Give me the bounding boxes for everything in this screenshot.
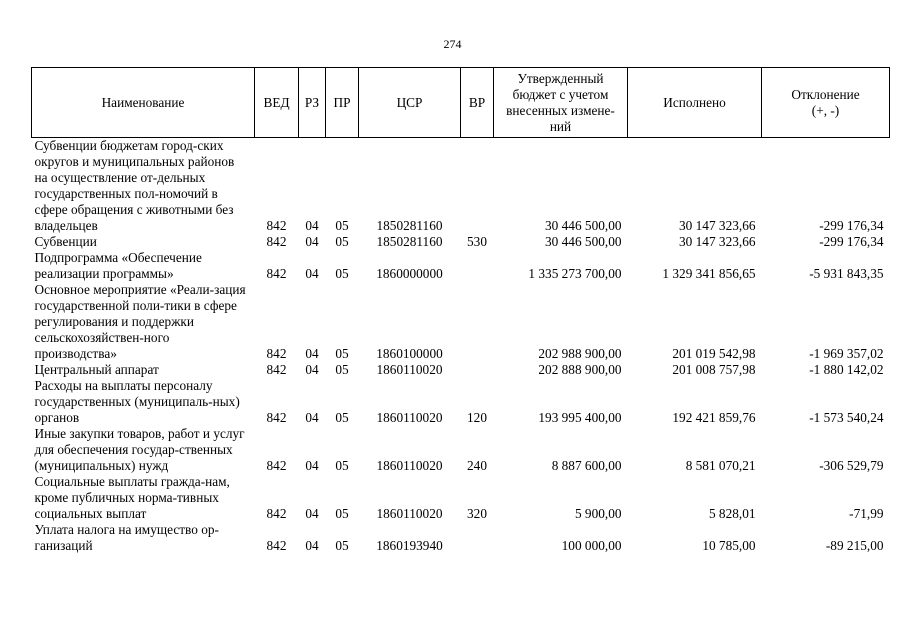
row-pr: 05: [335, 506, 349, 521]
row-deviation: -71,99: [849, 506, 884, 521]
row-csr: 1860193940: [376, 538, 443, 553]
row-rz: 04: [305, 234, 319, 249]
row-pr: 05: [335, 346, 349, 361]
row-rz: 04: [305, 218, 319, 233]
row-ved: 842: [266, 506, 287, 521]
row-rz: 04: [305, 506, 319, 521]
table-row: [32, 282, 890, 362]
row-ved: 842: [266, 538, 287, 553]
row-rz: 04: [305, 266, 319, 281]
row-csr: 1860100000: [376, 346, 443, 361]
row-name: Субвенции бюджетам город-ских округов и муниципальных районов на осуществление от-дельных государственных пол-номочий в сфере обращения с животными без владельцев: [34, 138, 235, 233]
row-deviation: -299 176,34: [819, 234, 884, 249]
row-csr: 1850281160: [376, 218, 443, 233]
row-csr: 1860110020: [376, 458, 443, 473]
row-deviation: -299 176,34: [819, 218, 884, 233]
header-pr: ПР: [326, 68, 359, 138]
header-csr: ЦСР: [359, 68, 461, 138]
row-vr: 320: [467, 506, 487, 521]
row-approved: 30 446 500,00: [545, 218, 622, 233]
row-rz: 04: [305, 538, 319, 553]
row-executed: 10 785,00: [702, 538, 756, 553]
row-vr: 530: [467, 234, 487, 249]
row-name: Центральный аппарат: [34, 362, 159, 377]
row-rz: 04: [305, 458, 319, 473]
row-executed: 30 147 323,66: [679, 234, 756, 249]
row-pr: 05: [335, 538, 349, 553]
row-csr: 1850281160: [376, 234, 443, 249]
row-ved: 842: [266, 410, 287, 425]
row-approved: 30 446 500,00: [545, 234, 622, 249]
row-ved: 842: [266, 346, 287, 361]
table-row: [32, 362, 890, 378]
row-pr: 05: [335, 362, 349, 377]
row-executed: 5 828,01: [708, 506, 756, 521]
row-pr: 05: [335, 218, 349, 233]
row-executed: 192 421 859,76: [672, 410, 756, 425]
header-ved: ВЕД: [255, 68, 299, 138]
row-vr: 120: [467, 410, 487, 425]
row-approved: 8 887 600,00: [551, 458, 622, 473]
row-approved: 202 888 900,00: [538, 362, 622, 377]
row-rz: 04: [305, 362, 319, 377]
page-number: 274: [443, 37, 462, 51]
table-row: [32, 426, 890, 474]
row-deviation: -1 880 142,02: [809, 362, 884, 377]
header-approved: [494, 68, 628, 138]
row-approved: 5 900,00: [574, 506, 622, 521]
row-executed: 201 019 542,98: [672, 346, 756, 361]
header-approved-line: ний: [549, 118, 572, 134]
row-vr: [461, 250, 494, 282]
row-name: Расходы на выплаты персоналу государственных (муниципаль-ных) органов: [34, 378, 240, 425]
row-vr: [461, 282, 494, 362]
row-approved: 193 995 400,00: [538, 410, 622, 425]
table-row: [32, 250, 890, 282]
row-pr: 05: [335, 410, 349, 425]
row-csr: 1860110020: [376, 362, 443, 377]
table-header: [32, 68, 890, 138]
row-deviation: -5 931 843,35: [809, 266, 884, 281]
row-executed: 201 008 757,98: [672, 362, 756, 377]
row-name: Подпрограмма «Обеспечение реализации программы»: [34, 250, 202, 281]
row-ved: 842: [266, 218, 287, 233]
row-approved: 1 335 273 700,00: [528, 266, 622, 281]
row-executed: 8 581 070,21: [685, 458, 756, 473]
table-row: [32, 234, 890, 250]
header-approved-line: бюджет с учетом: [512, 86, 609, 102]
header-vr: ВР: [461, 68, 494, 138]
table-body: [32, 138, 890, 555]
header-deviation-line: (+, -): [811, 102, 840, 118]
row-approved: 100 000,00: [561, 538, 622, 553]
row-name: Субвенции: [34, 234, 97, 249]
row-csr: 1860110020: [376, 506, 443, 521]
header-executed: Исполнено: [628, 68, 762, 138]
budget-table: [31, 67, 890, 554]
header-rz: РЗ: [299, 68, 326, 138]
row-pr: 05: [335, 458, 349, 473]
row-csr: 1860000000: [376, 266, 443, 281]
row-rz: 04: [305, 346, 319, 361]
row-vr: [461, 522, 494, 554]
row-vr: [461, 362, 494, 378]
row-ved: 842: [266, 266, 287, 281]
table-row: [32, 522, 890, 554]
row-ved: 842: [266, 234, 287, 249]
table-row: [32, 378, 890, 426]
row-approved: 202 988 900,00: [538, 346, 622, 361]
row-rz: 04: [305, 410, 319, 425]
row-vr: [461, 138, 494, 235]
row-vr: 240: [467, 458, 487, 473]
header-approved-line: Утвержденный: [517, 70, 604, 86]
row-ved: 842: [266, 362, 287, 377]
row-deviation: -1 969 357,02: [809, 346, 884, 361]
row-name: Иные закупки товаров, работ и услуг для обеспечения государ-ственных (муниципальных) нужд: [34, 426, 245, 473]
header-deviation: [762, 68, 890, 138]
header-approved-line: внесенных измене-: [506, 102, 615, 118]
row-deviation: -89 215,00: [825, 538, 884, 553]
row-deviation: -1 573 540,24: [809, 410, 884, 425]
table-row: [32, 474, 890, 522]
header-name: Наименование: [32, 68, 255, 138]
row-name: Основное мероприятие «Реали-зация государственной поли-тики в сфере регулирования и поддержки сельскохозяйствен-ного производства»: [34, 282, 246, 361]
row-name: Социальные выплаты гражда-нам, кроме публичных норма-тивных социальных выплат: [34, 474, 230, 521]
row-deviation: -306 529,79: [819, 458, 884, 473]
row-ved: 842: [266, 458, 287, 473]
row-executed: 1 329 341 856,65: [662, 266, 756, 281]
row-csr: 1860110020: [376, 410, 443, 425]
table-row: [32, 138, 890, 235]
header-deviation-line: Отклонение: [791, 86, 860, 102]
row-pr: 05: [335, 266, 349, 281]
row-pr: 05: [335, 234, 349, 249]
row-name: Уплата налога на имущество ор-ганизаций: [34, 522, 219, 553]
row-executed: 30 147 323,66: [679, 218, 756, 233]
